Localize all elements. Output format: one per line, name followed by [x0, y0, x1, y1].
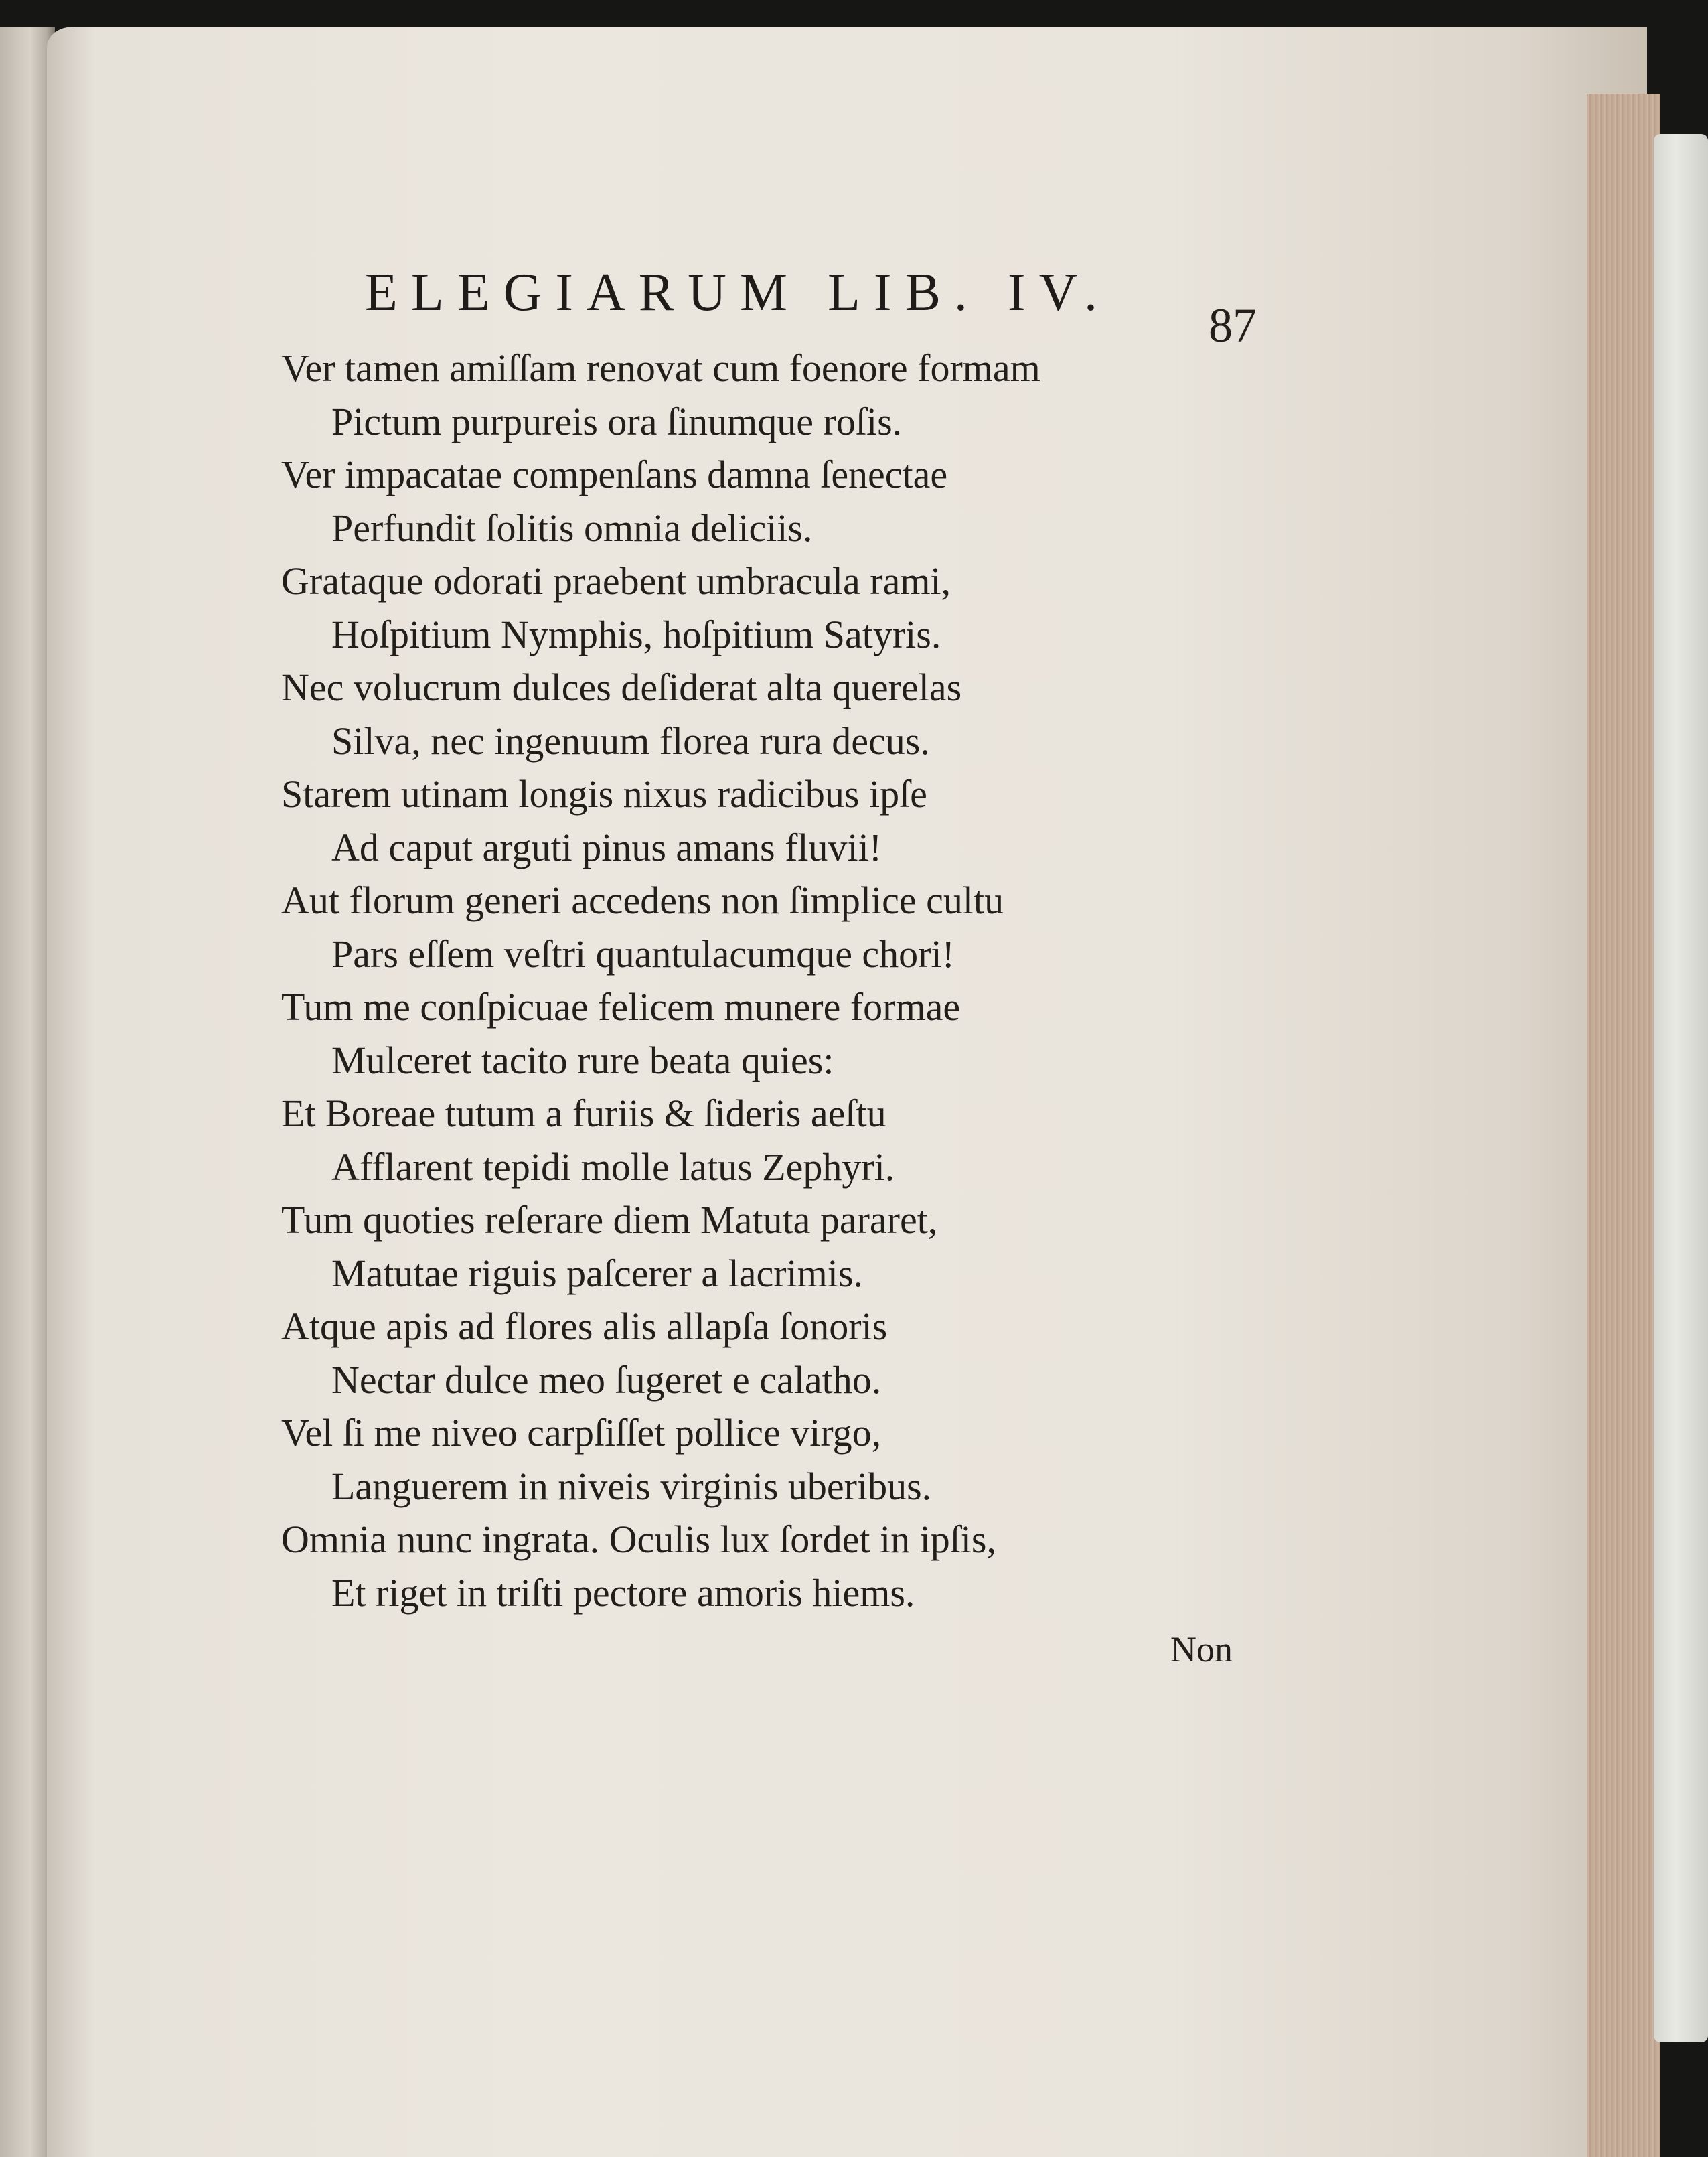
verse-line: Matutae riguis paſcerer a lacrimis.	[331, 1251, 863, 1295]
verse-line: Et riget in triſti pectore amoris hiems.	[331, 1570, 915, 1615]
verse-line: Aut florum generi accedens non ſimplice cultu	[281, 879, 1004, 922]
verse-line: Pictum purpureis ora ſinumque roſis.	[331, 399, 903, 443]
verse-line: Nectar dulce meo ſugeret e calatho.	[331, 1357, 882, 1402]
verse-line: Pars eſſem veſtri quantulacumque chori!	[331, 932, 955, 976]
verse-line: Vel ſi me niveo carpſiſſet pollice virgo,	[281, 1411, 882, 1455]
page-number: 87	[1209, 299, 1257, 352]
verse-line: Ver impacatae compenſans damna ſenectae	[281, 453, 948, 496]
verse-line: Nec volucrum dulces deſiderat alta querelas	[281, 666, 962, 709]
verse-line: Languerem in niveis virginis uberibus.	[331, 1464, 932, 1508]
catchword: Non	[1170, 1629, 1233, 1669]
verse-line: Afflarent tepidi molle latus Zephyri.	[331, 1144, 895, 1189]
verse-line: Perfundit ſolitis omnia deliciis.	[331, 506, 813, 550]
book-binding	[1654, 134, 1708, 2042]
verse-line: Atque apis ad flores alis allapſa ſonoris	[281, 1305, 888, 1348]
page-fore-edge	[1587, 94, 1660, 2157]
running-title: ELEGIARUM LIB. IV.	[365, 263, 1111, 322]
verse-line: Et Boreae tutum a furiis & ſideris aeſtu	[281, 1092, 886, 1135]
verse-list	[281, 342, 1152, 1619]
verse-line: Mulceret tacito rure beata quies:	[331, 1038, 834, 1082]
verse-line: Tum quoties reſerare diem Matuta pararet,	[281, 1198, 938, 1242]
verse-line: Starem utinam longis nixus radicibus ipſe	[281, 772, 927, 816]
verse-line: Ad caput arguti pinus amans fluvii!	[331, 825, 882, 869]
verse-line: Omnia nunc ingrata. Oculis lux ſordet in ipſis,	[281, 1517, 996, 1561]
verse-line: Tum me conſpicuae felicem munere formae	[281, 985, 961, 1029]
verse-line: Hoſpitium Nymphis, hoſpitium Satyris.	[331, 612, 941, 656]
verse-line: Ver tamen amiſſam renovat cum foenore formam	[281, 346, 1040, 390]
verse-line: Grataque odorati praebent umbracula rami,	[281, 559, 951, 603]
verse-line: Silva, nec ingenuum florea rura decus.	[331, 719, 930, 763]
